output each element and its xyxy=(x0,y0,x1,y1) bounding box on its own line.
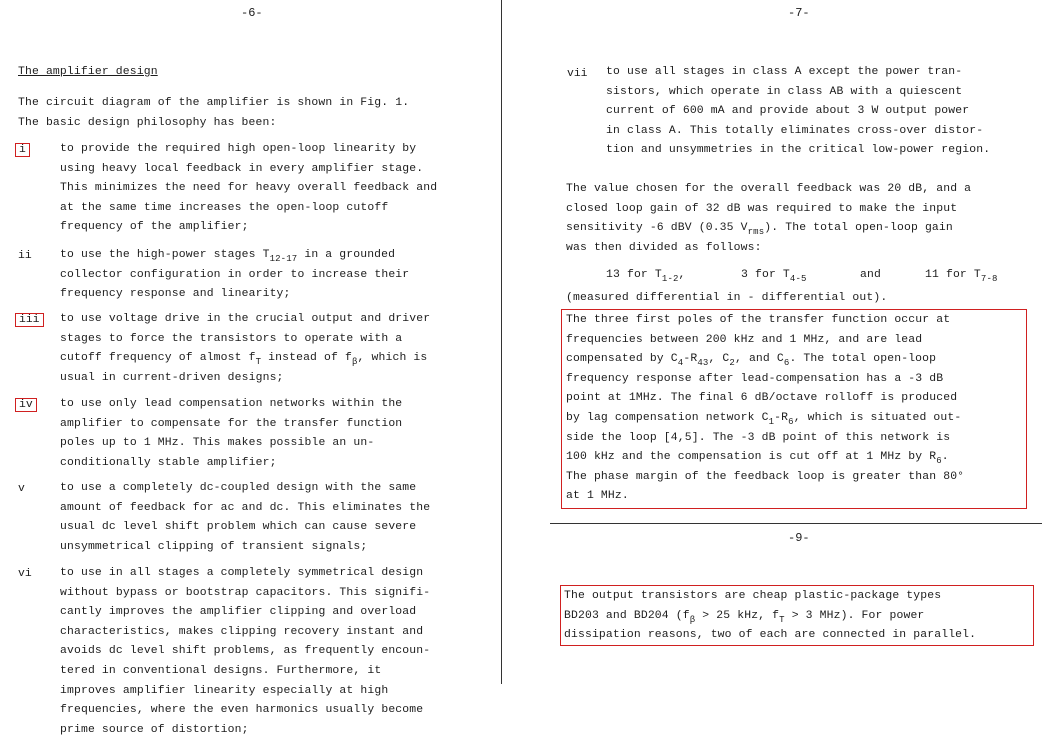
item-number-ii: ii xyxy=(18,250,32,262)
list-item: to use in all stages a completely symmetrical design without bypass or bootstrap capacitors. This signifi- cantly improves the amplifier clipping and overload characteristics, makes clipping recovery instant and avoids dc level shift problems, as frequently encoun- tered in conventional designs. Furthermore, it improves amplifier linearity especially at high frequencies, where the even harmonics usually become prime source of distortion; xyxy=(60,567,431,736)
item-number-iii: iii xyxy=(15,314,44,326)
page-number-9: -9- xyxy=(788,531,810,545)
gain-stage-2: 3 for $T_{4-5}$ xyxy=(741,269,807,284)
intro-paragraph: The circuit diagram of the amplifier is shown in Fig. 1. The basic design philosophy has been: xyxy=(18,97,410,129)
page-divider-vertical xyxy=(501,0,502,684)
gain-stage-3: 11 for $T_{7-8}$ xyxy=(925,269,998,284)
item-number-i: i xyxy=(15,144,30,156)
section-heading: The amplifier design xyxy=(18,66,158,78)
page-divider-horizontal xyxy=(550,523,1042,524)
page-number-7: -7- xyxy=(788,6,810,20)
measurement-note: (measured differential in - differential out). xyxy=(566,292,888,304)
list-item: to use a completely dc-coupled design with the same amount of feedback for ac and dc. This eliminates the usual dc level shift problem which can cause severe unsymmetrical clipping of transient signals; xyxy=(60,482,431,553)
item-number-vi: vi xyxy=(18,568,32,580)
list-item: to use only lead compensation networks within the amplifier to compensate for the transfer function poles up to 1 MHz. This makes possible an un- conditionally stable amplifier; xyxy=(60,398,403,469)
list-item: to use all stages in class A except the power tran- sistors, which operate in class AB with a quiescent current of 600 mA and provide about 3 W output power in class A. This totally eliminates cross-over distor- tion and unsymmetries in the critical low-power region. xyxy=(606,66,991,157)
page-number-6: -6- xyxy=(241,6,263,20)
transistor-paragraph: The output transistors are cheap plastic-package types BD203 and BD204 ($f_\beta > 25$ kHz, $f_T > 3$ MHz). For power dissipation reasons, two of each are connected in parallel. xyxy=(564,590,977,642)
list-item: to provide the required high open-loop linearity by using heavy local feedback in every amplifier stage. This minimizes the need for heavy overall feedback and at the same time increases the open-loop cutoff frequency of the amplifier; xyxy=(60,143,438,234)
poles-paragraph: The three first poles of the transfer function occur at frequencies between 200 kHz and 1 MHz, and are lead compensated by $C_4-R_{43}$, $C_2$, and $C_6$. The total open-loop frequency response after lead-compensation has a -3 dB point at 1MHz. The final 6 dB/octave rolloff is produced by lag compensation network $C_1-R_6$, which is situated out- side the loop [4,5]. The -3 dB point of this network is 100 kHz and the compensation is cut off at 1 MHz by $R_6$. The phase margin of the feedback loop is greater than 80° at 1 MHz. xyxy=(566,314,965,503)
list-item: to use voltage drive in the crucial output and driver stages to force the transistors to operate with a cutoff frequency of almost $f_T$ instead of $f_\beta$, which is usual in current-driven designs; xyxy=(60,313,431,384)
item-number-vii: vii xyxy=(567,68,588,80)
item-number-iv: iv xyxy=(15,399,37,411)
item-number-v: v xyxy=(18,483,25,495)
gain-and: and xyxy=(860,269,881,281)
feedback-paragraph: The value chosen for the overall feedback was 20 dB, and a closed loop gain of 32 dB was required to make the input sensitivity -6 dBV (0.35 $V_{rms}$). The total open-loop gain was then divided as follows: xyxy=(566,183,972,254)
gain-stage-1: 13 for $T_{1-2}$, xyxy=(606,269,686,284)
list-item: to use the high-power stages $T_{12-17}$ in a grounded collector configuration in order to increase their frequency response and linearity; xyxy=(60,249,410,301)
